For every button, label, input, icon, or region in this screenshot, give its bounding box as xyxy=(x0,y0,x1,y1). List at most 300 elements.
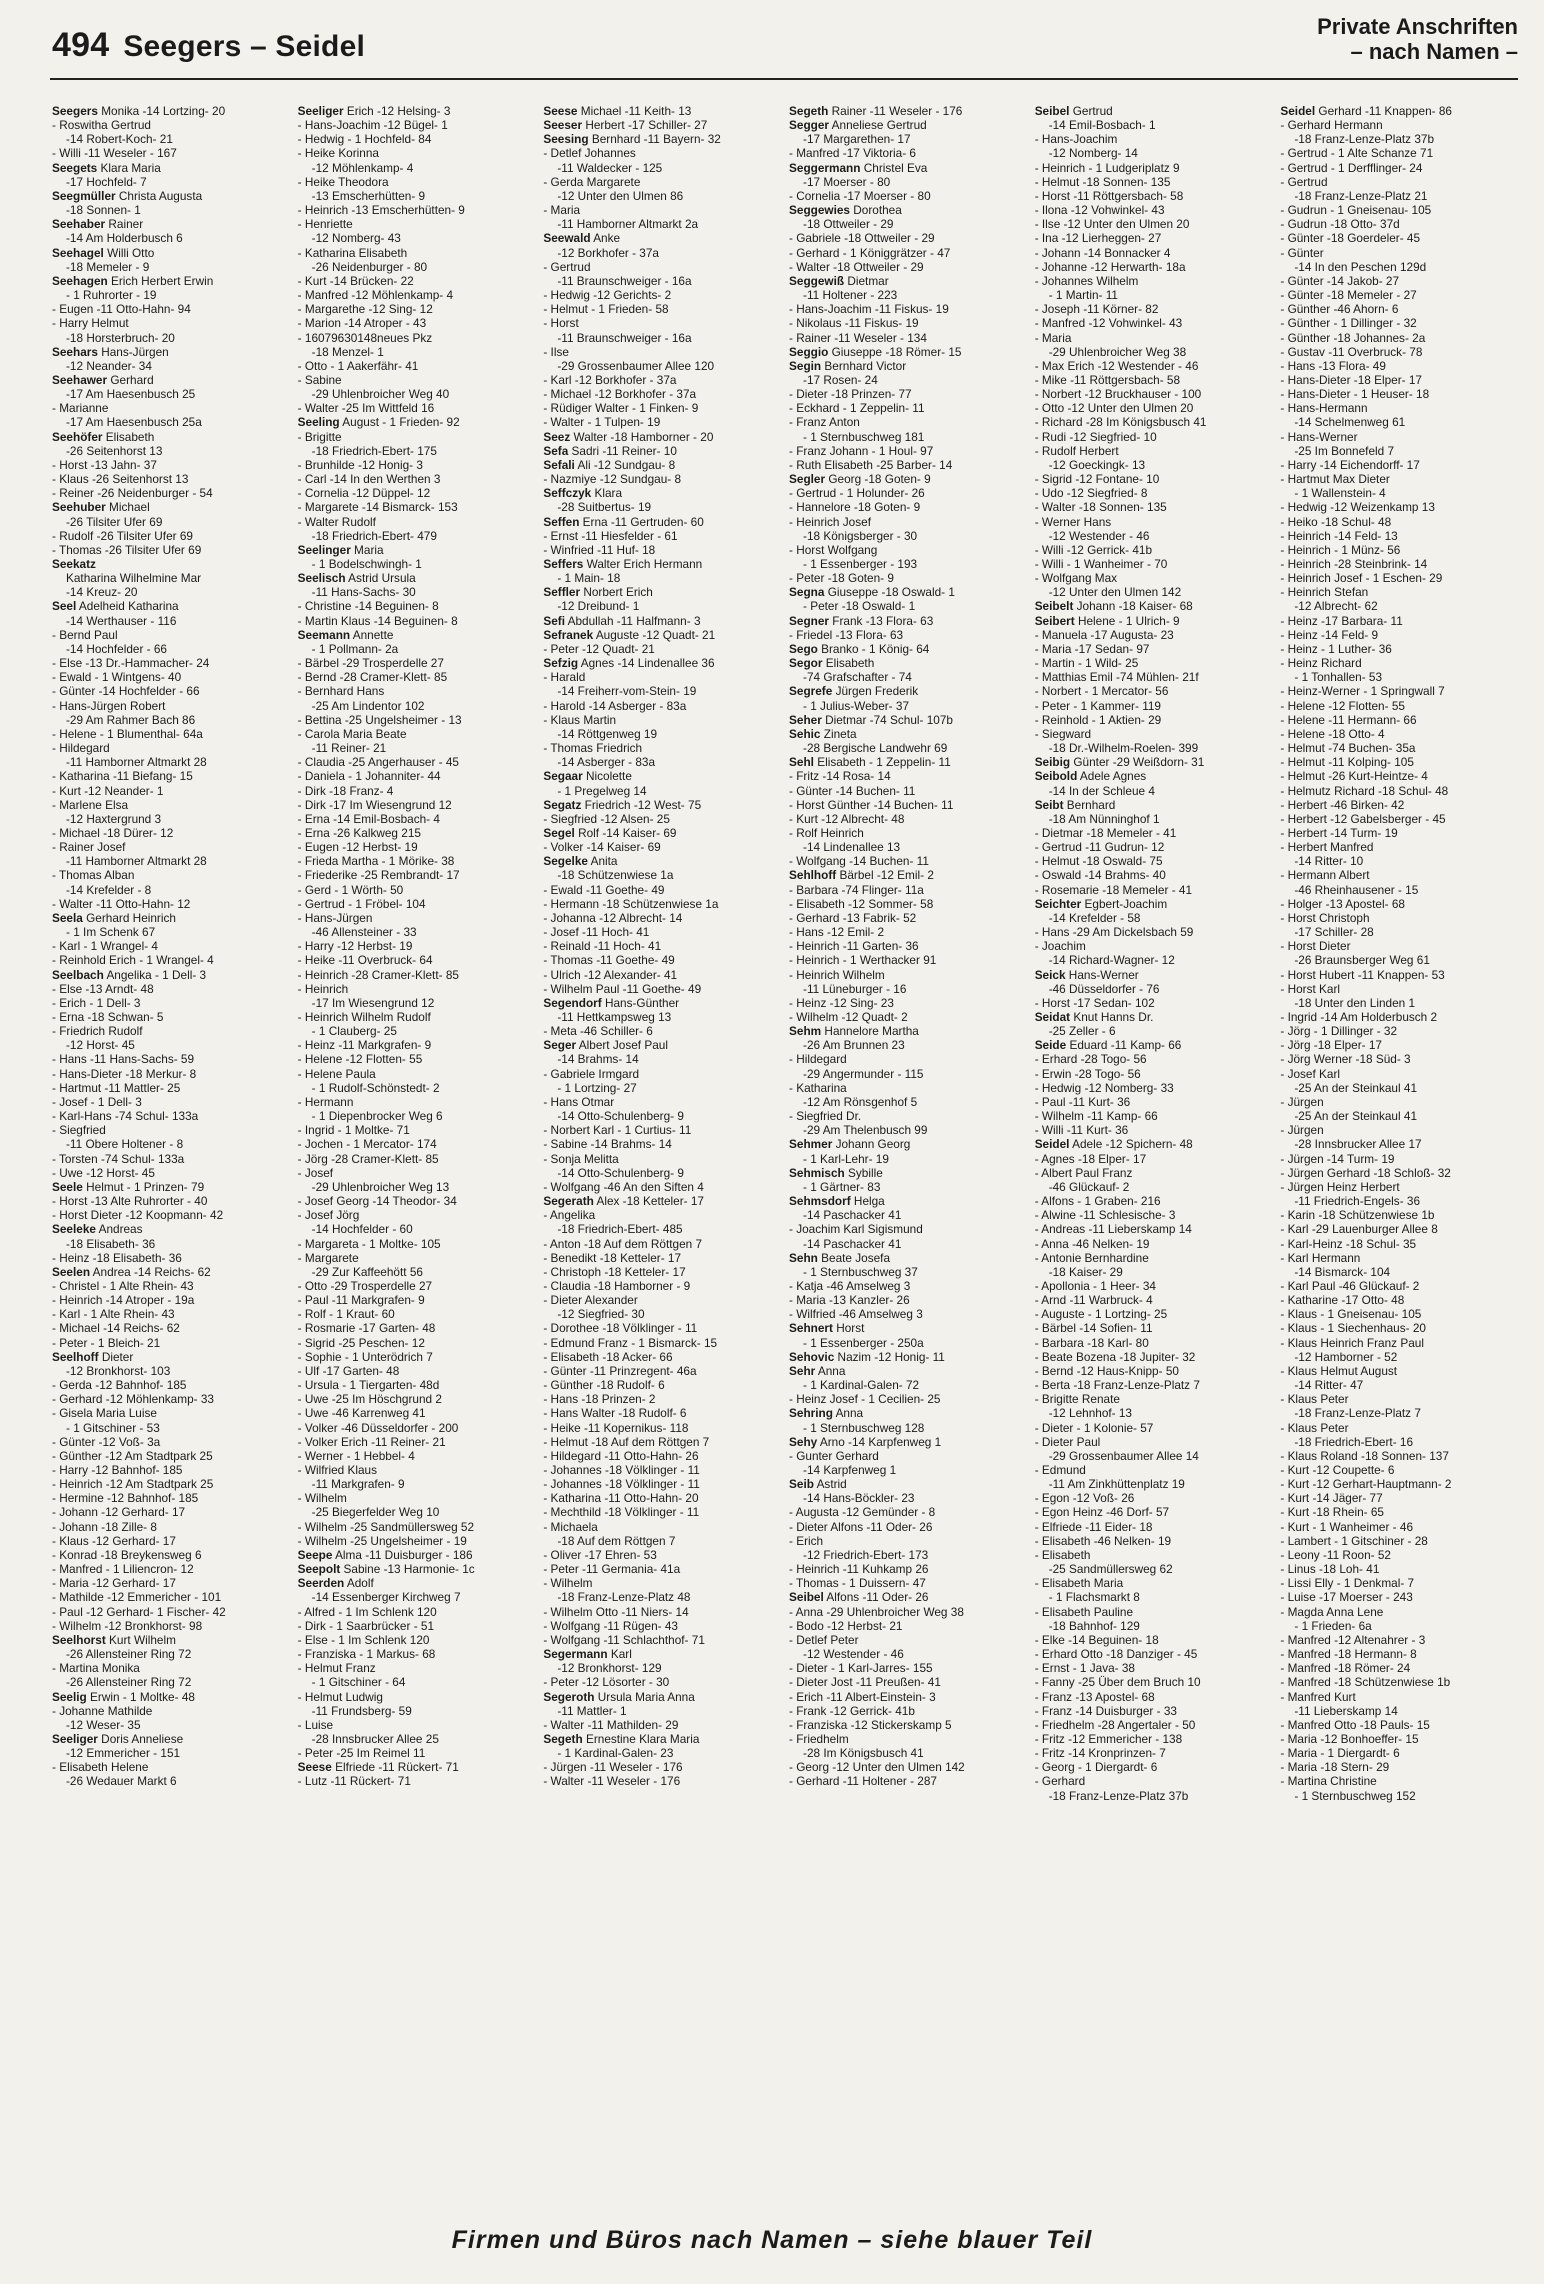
surname-entry: Seelbach Angelika - 1 Dell- 3 xyxy=(52,967,207,982)
surname-entry: Segatz Friedrich -12 West- 75 xyxy=(543,797,702,812)
directory-entry: - Heinrich xyxy=(297,981,349,996)
surname-entry: Seibelt Johann -18 Kaiser- 68 xyxy=(1034,599,1193,614)
address-continuation: -14 Ritter- 10 xyxy=(1294,854,1364,869)
surname-entry: Seeling August - 1 Frieden- 92 xyxy=(297,415,460,430)
address-continuation: -14 Schelmenweg 61 xyxy=(1294,415,1406,430)
directory-entry: - Ernst - 1 Java- 38 xyxy=(1034,1661,1135,1676)
address-continuation: -25 Biegerfelder Weg 10 xyxy=(311,1505,440,1520)
surname-entry: Seegers Monika -14 Lortzing- 20 xyxy=(52,104,226,118)
directory-columns xyxy=(52,104,1522,2224)
address-continuation: -14 In der Schleue 4 xyxy=(1048,783,1155,798)
directory-entry: - Günther -18 Johannes- 2a xyxy=(1280,330,1426,345)
directory-entry: - Margarethe -12 Sing- 12 xyxy=(297,302,433,317)
directory-entry: - Heinrich -12 Am Stadtpark 25 xyxy=(52,1477,214,1492)
directory-entry: - Herbert Manfred xyxy=(1280,840,1374,855)
directory-entry: - Elisabeth Pauline xyxy=(1034,1604,1134,1619)
surname-entry: Seher Dietmar -74 Schul- 107b xyxy=(789,712,953,727)
directory-entry: - Harry Helmut xyxy=(52,316,129,331)
surname-entry: Seidat Knut Hanns Dr. xyxy=(1034,1010,1154,1024)
directory-entry: - Johanna -12 Albrecht- 14 xyxy=(543,910,683,925)
directory-entry: - Hans Otmar xyxy=(543,1094,615,1109)
directory-entry: - Heinz - 1 Luther- 36 xyxy=(1280,641,1392,656)
directory-entry: - Kurt -18 Rhein- 65 xyxy=(1280,1505,1384,1520)
directory-entry: - Michaela xyxy=(543,1519,598,1534)
address-continuation: -12 Hamborner - 52 xyxy=(1294,1349,1398,1364)
address-continuation: -29 Grossenbaumer Allee 14 xyxy=(1048,1448,1199,1463)
directory-entry: - Kurt -14 Brücken- 22 xyxy=(297,273,414,288)
surname-entry: Segendorf Hans-Günther xyxy=(543,995,680,1010)
directory-entry: - Heinrich - 1 Werthacker 91 xyxy=(789,953,937,968)
directory-entry: - Gertrud xyxy=(1280,174,1328,189)
directory-entry: - Richard -28 Im Königsbusch 41 xyxy=(1034,415,1207,430)
directory-entry: - Angelika xyxy=(543,1208,596,1223)
directory-entry: - Helene -11 Hermann- 66 xyxy=(1280,712,1417,727)
address-continuation: -25 An der Steinkaul 41 xyxy=(1294,1080,1417,1095)
directory-entry: - Günter -14 Hochfelder - 66 xyxy=(52,684,200,699)
directory-entry: - Daniela - 1 Johanniter- 44 xyxy=(297,769,441,784)
directory-entry: - Wilhelm xyxy=(543,1576,593,1591)
address-continuation: -29 Zur Kaffeehött 56 xyxy=(311,1264,423,1279)
address-continuation: -28 Bergische Landwehr 69 xyxy=(803,741,948,756)
directory-entry: - Walter - 1 Tulpen- 19 xyxy=(543,415,661,430)
directory-entry: - Gertrud - 1 Derfflinger- 24 xyxy=(1280,160,1423,175)
directory-entry: - Auguste - 1 Lortzing- 25 xyxy=(1034,1307,1168,1322)
address-continuation: -12 Siegfried- 30 xyxy=(557,1307,645,1322)
directory-entry: - Hermine -12 Bahnhof- 185 xyxy=(52,1491,199,1506)
address-continuation: -12 Weser- 35 xyxy=(66,1717,141,1732)
directory-entry: - Norbert Karl - 1 Curtius- 11 xyxy=(543,1123,692,1138)
directory-entry: - Nikolaus -11 Fiskus- 19 xyxy=(789,316,919,331)
directory-entry: - Jörg - 1 Dillinger - 32 xyxy=(1280,1024,1398,1039)
address-continuation: - 1 Julius-Weber- 37 xyxy=(803,698,910,713)
address-continuation: -18 Bahnhof- 129 xyxy=(1048,1618,1140,1633)
surname-entry: Segel Rolf -14 Kaiser- 69 xyxy=(543,825,677,840)
address-continuation: -29 Angermunder - 115 xyxy=(803,1066,924,1081)
directory-entry: - Josef - 1 Dell- 3 xyxy=(52,1094,142,1109)
directory-entry: - Hedwig -12 Weizenkamp 13 xyxy=(1280,500,1435,515)
directory-entry: - Heinrich -11 Kuhkamp 26 xyxy=(789,1562,929,1577)
directory-entry: - Maria -17 Sedan- 97 xyxy=(1034,641,1150,656)
directory-entry: - Klaus Heinrich Franz Paul xyxy=(1280,1335,1424,1350)
directory-entry: - Rudolf Herbert xyxy=(1034,443,1119,458)
address-continuation: -18 Franz-Lenze-Platz 21 xyxy=(1294,188,1428,203)
directory-entry: - Anna -29 Uhlenbroicher Weg 38 xyxy=(789,1604,964,1619)
directory-entry: - Apollonia - 1 Heer- 34 xyxy=(1034,1278,1156,1293)
directory-entry: - Helmut - 1 Frieden- 58 xyxy=(543,302,669,317)
surname-entry: Seibel Alfons -11 Oder- 26 xyxy=(789,1590,929,1605)
directory-entry: - Hermann -18 Schützenwiese 1a xyxy=(543,896,719,911)
directory-entry: - Hans-Jürgen xyxy=(297,910,373,925)
directory-entry: - Dorothee -18 Völklinger - 11 xyxy=(543,1321,698,1336)
address-continuation: -26 Allensteiner Ring 72 xyxy=(66,1647,192,1662)
directory-entry: - Wilhelm -12 Quadt- 2 xyxy=(789,1010,908,1024)
directory-entry: - Gertrud - 1 Alte Schanze 71 xyxy=(1280,146,1434,161)
directory-entry: - Thomas -26 Tilsiter Ufer 69 xyxy=(52,542,202,557)
directory-entry: - Fanny -25 Über dem Bruch 10 xyxy=(1034,1675,1201,1690)
directory-entry: - Mechthild -18 Völklinger - 11 xyxy=(543,1505,700,1520)
address-continuation: -11 Am Zinkhüttenplatz 19 xyxy=(1048,1477,1185,1492)
directory-entry: - Franz -13 Apostel- 68 xyxy=(1034,1689,1155,1704)
directory-entry: - Heinrich - 1 Münz- 56 xyxy=(1280,542,1401,557)
directory-entry: - Hermann Albert xyxy=(1280,868,1370,883)
address-continuation: -18 Friedrich-Ebert- 485 xyxy=(557,1222,683,1237)
surname-entry: Seggewiß Dietmar xyxy=(789,273,889,288)
directory-entry: - Franziska - 1 Markus- 68 xyxy=(297,1647,436,1662)
directory-entry: - Hans-Dieter - 1 Heuser- 18 xyxy=(1280,387,1430,402)
directory-entry: - Hartmut Max Dieter xyxy=(1280,472,1390,487)
surname-entry: Sehring Anna xyxy=(789,1406,864,1421)
directory-entry: - Linus -18 Loh- 41 xyxy=(1280,1562,1380,1577)
address-continuation: -14 Werthauser - 116 xyxy=(66,613,177,628)
address-continuation: - 1 Frieden- 6a xyxy=(1294,1618,1372,1633)
surname-entry: Seibold Adele Agnes xyxy=(1034,769,1147,784)
directory-entry: - Werner - 1 Hebbel- 4 xyxy=(297,1448,415,1463)
directory-entry: - Detlef Peter xyxy=(789,1632,859,1647)
directory-entry: - Alfred - 1 Im Schlenk 120 xyxy=(297,1604,437,1619)
directory-entry: - Karl -12 Borkhofer - 37a xyxy=(543,372,677,387)
directory-entry: - Katja -46 Amselweg 3 xyxy=(789,1278,911,1293)
directory-entry: - Edmund xyxy=(1034,1463,1086,1477)
directory-entry: - Erich -11 Albert-Einstein- 3 xyxy=(789,1689,936,1704)
address-continuation: -14 Karpfenweg 1 xyxy=(803,1463,897,1477)
directory-entry: - Klaus -26 Seitenhorst 13 xyxy=(52,472,189,487)
directory-entry: - Rainer Josef xyxy=(52,840,126,855)
directory-entry: - Joachim xyxy=(1034,939,1086,954)
directory-entry: - Uwe -25 Im Höschgrund 2 xyxy=(297,1392,442,1407)
address-continuation: -18 Franz-Lenze-Platz 37b xyxy=(1048,1788,1189,1803)
directory-entry: - Hans-Hermann xyxy=(1280,401,1368,416)
page-header-left xyxy=(52,26,365,65)
directory-entry: - Manfred Kurt xyxy=(1280,1689,1356,1704)
directory-entry: - Horst -17 Sedan- 102 xyxy=(1034,995,1155,1010)
directory-entry: - Jörg -28 Cramer-Klett- 85 xyxy=(297,1151,439,1166)
page-footer: Firmen und Büros nach Namen – siehe blauer Teil xyxy=(451,2226,1093,2254)
address-continuation: -11 Holtener - 223 xyxy=(803,288,898,303)
directory-entry: - Matthias Emil -74 Mühlen- 21f xyxy=(1034,670,1199,685)
directory-entry: - Harry -12 Herbst- 19 xyxy=(297,939,413,954)
address-continuation: - 1 Sternbuschweg 128 xyxy=(803,1420,925,1435)
directory-entry: - Helmut -26 Kurt-Heintze- 4 xyxy=(1280,769,1428,784)
address-continuation: -18 Auf dem Röttgen 7 xyxy=(557,1533,676,1548)
surname-entry: Seehagel Willi Otto xyxy=(52,245,155,260)
directory-entry: - Willi -12 Gerrick- 41b xyxy=(1034,542,1153,557)
address-continuation: -14 Am Holderbusch 6 xyxy=(66,231,183,246)
address-continuation: - 1 Main- 18 xyxy=(557,571,621,586)
address-continuation: -12 Haxtergrund 3 xyxy=(66,811,162,826)
surname-entry: Seidel Gerhard -11 Knappen- 86 xyxy=(1280,104,1452,118)
directory-entry: - Harry -14 Eichendorff- 17 xyxy=(1280,457,1420,472)
surname-entry: Seele Helmut - 1 Prinzen- 79 xyxy=(52,1179,205,1194)
directory-entry: - Günther -46 Ahorn- 6 xyxy=(1280,302,1399,317)
directory-entry: - Hans-Joachim -12 Bügel- 1 xyxy=(297,118,448,133)
directory-entry: - Martin Klaus -14 Beguinen- 8 xyxy=(297,613,458,628)
directory-entry: - Leony -11 Roon- 52 xyxy=(1280,1547,1391,1562)
directory-entry: - Margarete -14 Bismarck- 153 xyxy=(297,500,458,515)
directory-entry: - Ewald - 1 Wintgens- 40 xyxy=(52,670,182,685)
address-continuation: -17 Am Haesenbusch 25a xyxy=(66,415,202,430)
directory-entry: - Bernd Paul xyxy=(52,627,118,642)
surname-entry: Seemann Annette xyxy=(297,627,394,642)
directory-entry: - Helmut -74 Buchen- 35a xyxy=(1280,741,1416,756)
address-continuation: -12 Nomberg- 43 xyxy=(311,231,401,246)
directory-entry: - Jürgen xyxy=(1280,1123,1324,1138)
surname-entry: Seez Walter -18 Hamborner - 20 xyxy=(543,429,714,444)
address-continuation: Katharina Wilhelmine Mar xyxy=(66,571,202,586)
directory-entry: - Brigitte xyxy=(297,429,342,444)
directory-entry: - Katharina -11 Biefang- 15 xyxy=(52,769,193,784)
directory-entry: - Helmutz Richard -18 Schul- 48 xyxy=(1280,783,1449,798)
directory-entry: - Arnd -11 Warbruck- 4 xyxy=(1034,1293,1153,1308)
directory-entry: - Jürgen -11 Weseler - 176 xyxy=(543,1760,683,1775)
surname-entry: Seffers Walter Erich Hermann xyxy=(543,557,703,571)
surname-entry: Seggio Giuseppe -18 Römer- 15 xyxy=(789,344,962,359)
directory-entry: - Peter -12 Quadt- 21 xyxy=(543,641,655,656)
directory-entry: - Hans -11 Hans-Sachs- 59 xyxy=(52,1052,195,1067)
address-continuation: -26 Allensteiner Ring 72 xyxy=(66,1675,192,1690)
directory-entry: - Fritz -14 Kronprinzen- 7 xyxy=(1034,1746,1166,1761)
directory-entry: - Wolfgang -14 Buchen- 11 xyxy=(789,854,929,869)
directory-entry: - Willi - 1 Wanheimer - 70 xyxy=(1034,557,1168,571)
directory-entry: - Wilfried Klaus xyxy=(297,1463,377,1477)
surname-entry: Seelhoff Dieter xyxy=(52,1349,134,1364)
directory-entry: - Rolf - 1 Kraut- 60 xyxy=(297,1307,395,1322)
directory-entry: - Günter -14 Jakob- 27 xyxy=(1280,273,1400,288)
address-continuation: -14 Röttgenweg 19 xyxy=(557,726,658,741)
directory-entry: - Ernst -11 Hiesfelder - 61 xyxy=(543,528,678,543)
address-continuation: -14 Richard-Wagner- 12 xyxy=(1048,953,1175,968)
address-continuation: -14 Emil-Bosbach- 1 xyxy=(1048,118,1156,133)
directory-column-1 xyxy=(52,104,294,2224)
surname-entry: Sehl Elisabeth - 1 Zeppelin- 11 xyxy=(789,755,951,770)
address-continuation: -11 Braunschweiger - 16a xyxy=(557,273,692,288)
directory-entry: - Max Erich -12 Westender - 46 xyxy=(1034,358,1199,373)
directory-entry: - Rosemarie -18 Memeler - 41 xyxy=(1034,882,1193,897)
directory-entry: - Else -13 Arndt- 48 xyxy=(52,981,154,996)
directory-entry: - Gerhard -13 Fabrik- 52 xyxy=(789,910,917,925)
directory-entry: - Hedwig - 1 Hochfeld- 84 xyxy=(297,132,432,147)
surname-entry: Seepolt Sabine -13 Harmonie- 1c xyxy=(297,1562,475,1577)
directory-entry: - Heinz -12 Sing- 23 xyxy=(789,995,894,1010)
directory-entry: - Gabriele Irmgard xyxy=(543,1066,640,1081)
directory-entry: - Eugen -11 Otto-Hahn- 94 xyxy=(52,302,191,317)
directory-entry: - Heike -11 Overbruck- 64 xyxy=(297,953,433,968)
address-continuation: -46 Düsseldorfer - 76 xyxy=(1048,981,1160,996)
directory-entry: - Dieter Jost -11 Preußen- 41 xyxy=(789,1675,941,1690)
directory-entry: - Franz -14 Duisburger - 33 xyxy=(1034,1703,1177,1718)
directory-entry: - Günter -18 Goerdeler- 45 xyxy=(1280,231,1421,246)
directory-entry: - Maria -12 Gerhard- 17 xyxy=(52,1576,176,1591)
surname-entry: Sehnert Horst xyxy=(789,1321,865,1336)
address-continuation: -74 Grafschafter - 74 xyxy=(803,670,912,685)
directory-entry: - Erhard -28 Togo- 56 xyxy=(1034,1052,1147,1067)
directory-entry: - Franziska -12 Stickerskamp 5 xyxy=(789,1717,952,1732)
surname-entry: Seibig Günter -29 Weißdorn- 31 xyxy=(1034,755,1205,770)
directory-entry: - Wilhelm -11 Kamp- 66 xyxy=(1034,1109,1158,1124)
surname-entry: Seehagen Erich Herbert Erwin xyxy=(52,273,214,288)
directory-entry: - Thomas Alban xyxy=(52,868,135,883)
directory-entry: - Wilhelm Paul -11 Goethe- 49 xyxy=(543,981,702,996)
address-continuation: -13 Emscherhütten- 9 xyxy=(311,188,426,203)
directory-entry: - Hedwig -12 Gerichts- 2 xyxy=(543,288,672,303)
directory-entry: - Maria xyxy=(1034,330,1072,345)
surname-entry: Sehy Arno -14 Karpfenweg 1 xyxy=(789,1434,942,1449)
address-continuation: -46 Allensteiner - 33 xyxy=(311,925,417,940)
address-continuation: -17 Schiller- 28 xyxy=(1294,925,1374,940)
address-continuation: - 1 Gärtner- 83 xyxy=(803,1179,881,1194)
surname-entry: Seelen Andrea -14 Reichs- 62 xyxy=(52,1264,211,1279)
directory-entry: - Horst Wolfgang xyxy=(789,542,878,557)
directory-entry: - Brunhilde -12 Honig- 3 xyxy=(297,457,423,472)
directory-entry: - Michael -12 Borkhofer - 37a xyxy=(543,387,697,402)
directory-entry: - Horst Dieter -12 Koopmann- 42 xyxy=(52,1208,224,1223)
directory-entry: - Manfred -18 Schützenwiese 1b xyxy=(1280,1675,1451,1690)
directory-entry: - Uwe -46 Karrenweg 41 xyxy=(297,1406,426,1421)
address-continuation: -25 Im Bonnefeld 7 xyxy=(1294,443,1395,458)
directory-entry: - Elisabeth -46 Nelken- 19 xyxy=(1034,1533,1172,1548)
directory-entry: - Gertrud -11 Gudrun- 12 xyxy=(1034,840,1165,855)
directory-entry: - Paul -12 Gerhard- 1 Fischer- 42 xyxy=(52,1604,226,1619)
directory-entry: - Hildegard xyxy=(52,741,110,756)
directory-entry: - Dieter - 1 Karl-Jarres- 155 xyxy=(789,1661,933,1676)
directory-entry: - Wilfried -46 Amselweg 3 xyxy=(789,1307,923,1322)
directory-entry: - Georg -12 Unter den Ulmen 142 xyxy=(789,1760,965,1775)
directory-entry: - Johann -12 Gerhard- 17 xyxy=(52,1505,186,1520)
address-continuation: -29 Uhlenbroicher Weg 13 xyxy=(311,1179,450,1194)
surname-entry: Sehmsdorf Helga xyxy=(789,1194,885,1209)
directory-entry: - Holger -13 Apostel- 68 xyxy=(1280,896,1405,911)
directory-entry: - Heinrich Stefan xyxy=(1280,585,1369,600)
surname-entry: Seerden Adolf xyxy=(297,1576,374,1591)
directory-entry: - Manfred -12 Altenahrer - 3 xyxy=(1280,1632,1426,1647)
address-continuation: -14 Freiherr-vom-Stein- 19 xyxy=(557,684,697,699)
directory-entry: - Martina Christine xyxy=(1280,1774,1377,1789)
surname-entry: Seegmüller Christa Augusta xyxy=(52,188,203,203)
directory-entry: - Peter - 1 Kammer- 119 xyxy=(1034,698,1161,713)
address-continuation: -18 Dr.-Wilhelm-Roelen- 399 xyxy=(1048,741,1199,756)
directory-entry: - Karl - 1 Alte Rhein- 43 xyxy=(52,1307,175,1322)
directory-entry: - Katharina Elisabeth xyxy=(297,245,408,260)
address-continuation: -11 Hans-Sachs- 30 xyxy=(311,585,416,600)
directory-entry: - Maria xyxy=(543,203,581,218)
directory-entry: - Friedel -13 Flora- 63 xyxy=(789,627,904,642)
page-header-right xyxy=(1317,14,1518,64)
directory-entry: - Bernd -28 Cramer-Klett- 85 xyxy=(297,670,448,685)
directory-entry: - Walter -11 Otto-Hahn- 12 xyxy=(52,896,191,911)
surname-entry: Seehaber Rainer xyxy=(52,217,144,232)
directory-entry: - Manuela -17 Augusta- 23 xyxy=(1034,627,1174,642)
directory-entry: - Heinrich -11 Garten- 36 xyxy=(789,939,919,954)
directory-entry: - Peter -18 Goten- 9 xyxy=(789,571,894,586)
address-continuation: -12 Goeckingk- 13 xyxy=(1048,457,1146,472)
directory-entry: - Gerhard - 1 Königgrätzer - 47 xyxy=(789,245,951,260)
directory-entry: - Marlene Elsa xyxy=(52,797,129,812)
directory-entry: - Kurt -12 Gerhart-Hauptmann- 2 xyxy=(1280,1477,1452,1492)
surname-entry: Sefranek Auguste -12 Quadt- 21 xyxy=(543,627,716,642)
directory-entry: - Dieter Alfons -11 Oder- 26 xyxy=(789,1519,933,1534)
directory-entry: - Harald xyxy=(543,670,586,685)
address-continuation: - 1 Kardinal-Galen- 23 xyxy=(557,1746,674,1761)
address-continuation: - 1 Ruhrorter - 19 xyxy=(66,288,157,303)
directory-entry: - Günther -18 Rudolf- 6 xyxy=(543,1378,665,1393)
directory-entry: - Jürgen -14 Turm- 19 xyxy=(1280,1151,1395,1166)
address-continuation: -46 Glückauf- 2 xyxy=(1048,1179,1130,1194)
address-continuation: -12 Dreibund- 1 xyxy=(557,599,640,614)
directory-entry: - Günter -14 Buchen- 11 xyxy=(789,783,916,798)
directory-entry: - Heinz -17 Barbara- 11 xyxy=(1280,613,1403,628)
surname-entry: Seidel Adele -12 Spichern- 48 xyxy=(1034,1137,1193,1152)
address-continuation: -12 Westender - 46 xyxy=(1048,528,1150,543)
directory-entry: - Jürgen Heinz Herbert xyxy=(1280,1179,1400,1194)
directory-entry: - Gerhard Hermann xyxy=(1280,118,1383,133)
directory-entry: - Bärbel -14 Sofien- 11 xyxy=(1034,1321,1153,1336)
address-continuation: -14 Lindenallee 13 xyxy=(803,840,901,855)
directory-entry: - Volker -14 Kaiser- 69 xyxy=(543,840,661,855)
directory-entry: - Heinrich -13 Emscherhütten- 9 xyxy=(297,203,465,218)
directory-entry: - Hans -13 Flora- 49 xyxy=(1280,358,1386,373)
directory-entry: - Beate Bozena -18 Jupiter- 32 xyxy=(1034,1349,1196,1364)
directory-entry: - Hans-Joachim xyxy=(1034,132,1118,147)
directory-entry: - Jörg Werner -18 Süd- 3 xyxy=(1280,1052,1411,1067)
directory-entry: - Günter -11 Prinzregent- 46a xyxy=(543,1363,697,1378)
directory-entry: - Ilse xyxy=(543,344,569,359)
directory-entry: - Klaus Roland -18 Sonnen- 137 xyxy=(1280,1448,1449,1463)
directory-entry: - Heinrich Wilhelm xyxy=(789,967,885,982)
directory-entry: - Lambert - 1 Gitschiner - 28 xyxy=(1280,1533,1428,1548)
directory-entry: - Friedhelm -28 Angertaler - 50 xyxy=(1034,1717,1196,1732)
directory-entry: - Horst -11 Röttgersbach- 58 xyxy=(1034,188,1184,203)
directory-entry: - Wolfgang -11 Rügen- 43 xyxy=(543,1618,678,1633)
directory-entry: - Willi -11 Kurt- 36 xyxy=(1034,1123,1129,1138)
directory-entry: - Gudrun -18 Otto- 37d xyxy=(1280,217,1400,232)
directory-entry: - Heinz Richard xyxy=(1280,656,1362,671)
address-continuation: -11 Obere Holtener - 8 xyxy=(66,1137,184,1152)
directory-entry: - Josef Karl xyxy=(1280,1066,1341,1081)
directory-entry: - Kurt -12 Albrecht- 48 xyxy=(789,811,905,826)
address-continuation: - 1 Karl-Lehr- 19 xyxy=(803,1151,889,1166)
directory-entry: - Lissi Elly - 1 Denkmal- 7 xyxy=(1280,1576,1415,1591)
directory-entry: - Georg - 1 Diergardt- 6 xyxy=(1034,1760,1158,1775)
address-continuation: - 1 Bodelschwingh- 1 xyxy=(311,557,422,571)
directory-entry: - Ingrid - 1 Moltke- 71 xyxy=(297,1123,410,1138)
address-continuation: -11 Hettkampsweg 13 xyxy=(557,1010,672,1024)
directory-column-5 xyxy=(1035,104,1277,2224)
directory-entry: - Joachim Karl Sigismund xyxy=(789,1222,923,1237)
directory-entry: - Barbara -74 Flinger- 11a xyxy=(789,882,924,897)
directory-entry: - Elisabeth Helene xyxy=(52,1760,149,1775)
directory-entry: - Sabine xyxy=(297,372,342,387)
address-continuation: -12 Horst- 45 xyxy=(66,1038,135,1053)
directory-entry: - Wolfgang Max xyxy=(1034,571,1118,586)
directory-entry: - Klaus Peter xyxy=(1280,1420,1349,1435)
directory-entry: - Johann -14 Bonnacker 4 xyxy=(1034,245,1171,260)
directory-entry: - Erna -26 Kalkweg 215 xyxy=(297,825,421,840)
surname-entry: Sehm Hannelore Martha xyxy=(789,1024,919,1039)
address-continuation: -12 Unter den Ulmen 142 xyxy=(1048,585,1182,600)
directory-entry: - Wilhelm xyxy=(297,1491,347,1506)
directory-entry: - Erich - 1 Dell- 3 xyxy=(52,995,141,1010)
address-continuation: - 1 Clauberg- 25 xyxy=(311,1024,397,1039)
directory-entry: - Peter -12 Lösorter - 30 xyxy=(543,1675,670,1690)
directory-entry: - Horst Hubert -11 Knappen- 53 xyxy=(1280,967,1445,982)
address-continuation: -14 Brahms- 14 xyxy=(557,1052,639,1067)
directory-entry: - Wilhelm -25 Sandmüllersweg 52 xyxy=(297,1519,475,1534)
directory-entry: - Herbert -14 Turm- 19 xyxy=(1280,825,1398,840)
surname-entry: Seeliger Doris Anneliese xyxy=(52,1731,184,1746)
surname-entry: Seehuber Michael xyxy=(52,500,150,515)
directory-column-3 xyxy=(543,104,785,2224)
directory-entry: - Oswald -14 Brahms- 40 xyxy=(1034,868,1166,883)
directory-entry: - Anton -18 Auf dem Röttgen 7 xyxy=(543,1236,703,1251)
